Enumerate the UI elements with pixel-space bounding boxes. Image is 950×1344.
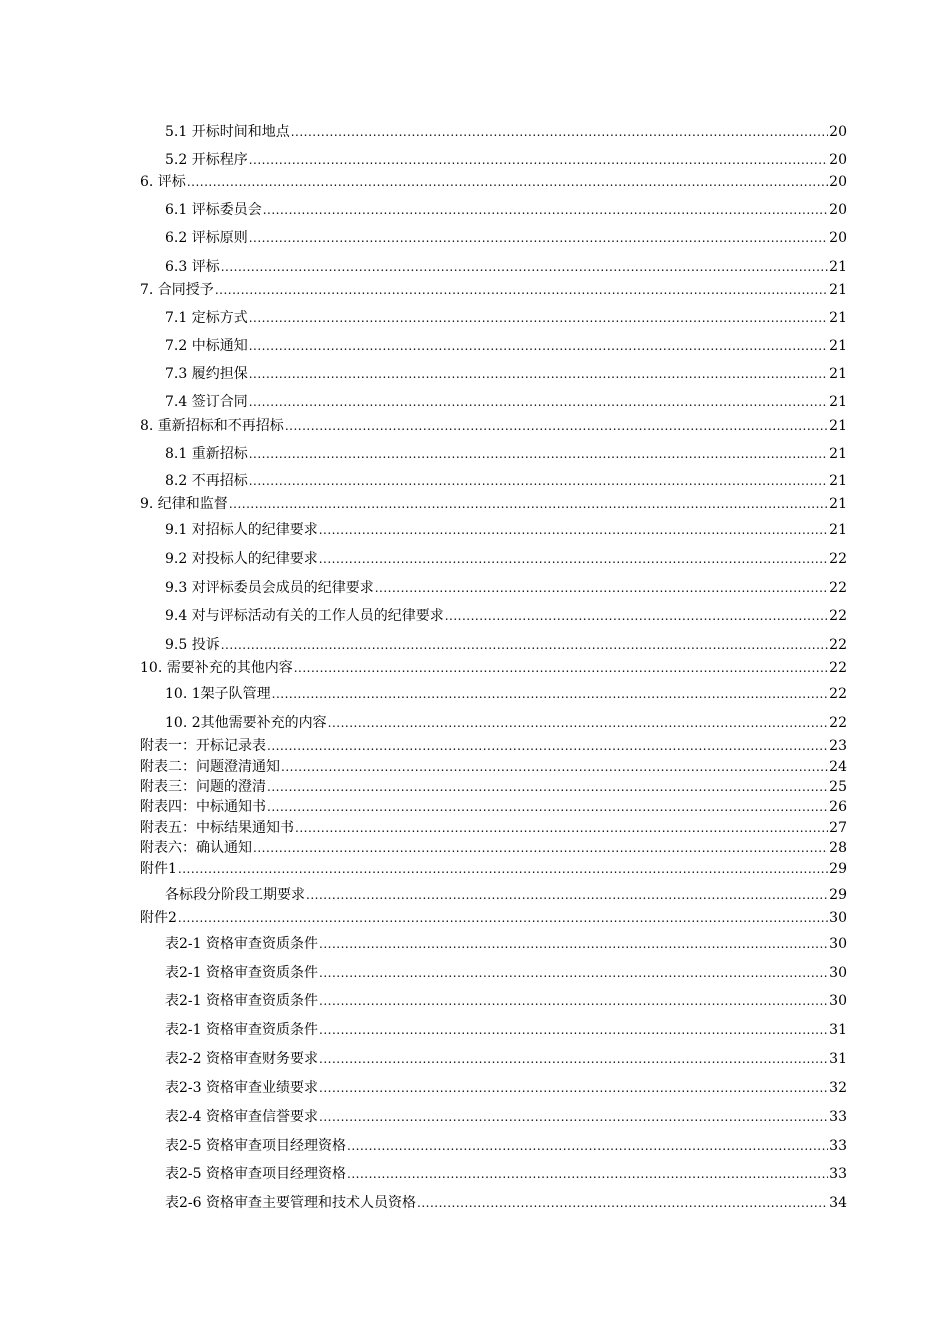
toc-entry-title: 7.3 履约担保: [165, 366, 248, 382]
toc-dot-leader: [328, 715, 829, 731]
toc-entry-page-number: 34: [829, 1195, 847, 1211]
toc-entry-title: 附表三：问题的澄清: [140, 779, 266, 795]
toc-entry[interactable]: [140, 738, 847, 754]
toc-entry-page-number: 21: [829, 473, 847, 489]
toc-entry[interactable]: [140, 799, 847, 815]
toc-entry-page-number: 21: [829, 310, 847, 326]
toc-entry-page-number: 21: [829, 394, 847, 410]
toc-entry-title: 6.2 评标原则: [165, 230, 248, 246]
toc-entry-title: 7.4 签订合同: [165, 394, 248, 410]
toc-dot-leader: [306, 887, 828, 903]
toc-entry-title: 5.1 开标时间和地点: [165, 124, 290, 140]
toc-entry-title: 9. 纪律和监督: [140, 496, 228, 512]
toc-entry-title: 9.4 对与评标活动有关的工作人员的纪律要求: [165, 608, 444, 624]
toc-entry-page-number: 31: [829, 1051, 847, 1067]
toc-entry-title: 表2-5 资格审查项目经理资格: [165, 1166, 346, 1182]
toc-entry[interactable]: [140, 1166, 847, 1182]
toc-entry-title: 表2-6 资格审查主要管理和技术人员资格: [165, 1195, 416, 1211]
toc-entry-title: 10. 需要补充的其他内容: [140, 660, 293, 676]
toc-entry-page-number: 22: [829, 608, 847, 624]
toc-entry[interactable]: [140, 1109, 847, 1125]
toc-entry[interactable]: [140, 259, 847, 275]
toc-entry-title: 9.5 投诉: [165, 637, 220, 653]
toc-entry-title: 8.2 不再招标: [165, 473, 248, 489]
toc-entry-page-number: 24: [829, 759, 847, 775]
toc-dot-leader: [178, 910, 828, 926]
toc-entry-page-number: 20: [829, 124, 847, 140]
toc-dot-leader: [291, 124, 828, 140]
toc-entry-title: 5.2 开标程序: [165, 152, 248, 168]
toc-entry-page-number: 27: [829, 820, 847, 836]
toc-entry-title: 7.2 中标通知: [165, 338, 248, 354]
toc-entry[interactable]: [140, 1080, 847, 1096]
toc-entry-page-number: 22: [829, 551, 847, 567]
toc-dot-leader: [445, 608, 828, 624]
toc-entry[interactable]: [140, 887, 847, 903]
toc-dot-leader: [347, 1138, 828, 1154]
toc-entry-title: 表2-3 资格审查业绩要求: [165, 1080, 318, 1096]
toc-entry[interactable]: [140, 759, 847, 775]
toc-entry-page-number: 21: [829, 446, 847, 462]
toc-entry[interactable]: [140, 840, 847, 856]
toc-dot-leader: [249, 310, 828, 326]
toc-entry[interactable]: [140, 446, 847, 462]
toc-entry[interactable]: [140, 580, 847, 596]
toc-entry-page-number: 20: [829, 230, 847, 246]
toc-entry-title: 8.1 重新招标: [165, 446, 248, 462]
toc-entry-page-number: 20: [829, 202, 847, 218]
toc-dot-leader: [267, 799, 828, 815]
toc-entry[interactable]: [140, 715, 847, 731]
toc-entry[interactable]: [140, 418, 847, 434]
toc-entry-title: 附件1: [140, 861, 177, 877]
toc-entry-page-number: 22: [829, 686, 847, 702]
toc-entry-page-number: 21: [829, 338, 847, 354]
toc-entry-title: 8. 重新招标和不再招标: [140, 418, 284, 434]
toc-dot-leader: [267, 738, 828, 754]
toc-entry-title: 9.3 对评标委员会成员的纪律要求: [165, 580, 374, 596]
toc-dot-leader: [347, 1166, 828, 1182]
toc-entry-title: 表2-2 资格审查财务要求: [165, 1051, 318, 1067]
toc-entry[interactable]: [140, 936, 847, 952]
toc-entry-page-number: 33: [829, 1166, 847, 1182]
toc-entry-title: 表2-4 资格审查信誉要求: [165, 1109, 318, 1125]
toc-entry-title: 6. 评标: [140, 174, 186, 190]
toc-dot-leader: [215, 282, 828, 298]
toc-dot-leader: [249, 473, 828, 489]
toc-entry-page-number: 22: [829, 715, 847, 731]
toc-entry-page-number: 21: [829, 522, 847, 538]
toc-dot-leader: [221, 637, 828, 653]
toc-dot-leader: [249, 338, 828, 354]
toc-entry-title: 表2-1 资格审查资质条件: [165, 1022, 318, 1038]
toc-entry-page-number: 28: [829, 840, 847, 856]
toc-dot-leader: [249, 446, 828, 462]
toc-dot-leader: [178, 861, 828, 877]
toc-dot-leader: [417, 1195, 828, 1211]
toc-entry[interactable]: [140, 608, 847, 624]
toc-entry[interactable]: [140, 1138, 847, 1154]
toc-entry[interactable]: [140, 820, 847, 836]
toc-dot-leader: [221, 259, 828, 275]
toc-entry-page-number: 33: [829, 1138, 847, 1154]
toc-entry-title: 9.1 对招标人的纪律要求: [165, 522, 318, 538]
toc-entry-page-number: 22: [829, 660, 847, 676]
toc-entry-title: 表2-5 资格审查项目经理资格: [165, 1138, 346, 1154]
toc-dot-leader: [295, 820, 828, 836]
toc-entry-title: 附表一：开标记录表: [140, 738, 266, 754]
toc-entry-title: 10. 2其他需要补充的内容: [165, 715, 327, 731]
toc-entry-page-number: 30: [829, 936, 847, 952]
toc-entry[interactable]: [140, 174, 847, 190]
toc-entry[interactable]: [140, 993, 847, 1009]
toc-entry-page-number: 21: [829, 366, 847, 382]
toc-entry-page-number: 32: [829, 1080, 847, 1096]
toc-entry[interactable]: [140, 637, 847, 653]
toc-dot-leader: [319, 1109, 828, 1125]
toc-entry[interactable]: [140, 230, 847, 246]
toc-entry-page-number: 31: [829, 1022, 847, 1038]
toc-dot-leader: [294, 660, 828, 676]
toc-entry[interactable]: [140, 660, 847, 676]
toc-entry[interactable]: [140, 124, 847, 140]
toc-entry-page-number: 30: [829, 965, 847, 981]
toc-dot-leader: [229, 496, 828, 512]
toc-entry-title: 7.1 定标方式: [165, 310, 248, 326]
toc-entry-title: 表2-1 资格审查资质条件: [165, 965, 318, 981]
toc-entry-page-number: 21: [829, 418, 847, 434]
toc-entry-title: 6.1 评标委员会: [165, 202, 262, 218]
toc-entry[interactable]: [140, 522, 847, 538]
toc-entry-title: 附表六：确认通知: [140, 840, 252, 856]
toc-entry-page-number: 26: [829, 799, 847, 815]
toc-dot-leader: [249, 394, 828, 410]
toc-entry[interactable]: [140, 394, 847, 410]
toc-dot-leader: [263, 202, 828, 218]
toc-entry-page-number: 22: [829, 637, 847, 653]
toc-entry[interactable]: [140, 686, 847, 702]
toc-entry-page-number: 23: [829, 738, 847, 754]
toc-entry-page-number: 21: [829, 259, 847, 275]
toc-entry[interactable]: [140, 861, 847, 877]
toc-entry[interactable]: [140, 496, 847, 512]
toc-entry-page-number: 25: [829, 779, 847, 795]
toc-entry-page-number: 33: [829, 1109, 847, 1125]
toc-dot-leader: [319, 1022, 828, 1038]
toc-entry[interactable]: [140, 152, 847, 168]
toc-dot-leader: [249, 152, 828, 168]
toc-entry-title: 10. 1架子队管理: [165, 686, 271, 702]
toc-entry[interactable]: [140, 965, 847, 981]
toc-entry[interactable]: [140, 551, 847, 567]
toc-dot-leader: [319, 1080, 828, 1096]
toc-dot-leader: [272, 686, 829, 702]
toc-dot-leader: [253, 840, 828, 856]
toc-entry-page-number: 20: [829, 152, 847, 168]
toc-dot-leader: [267, 779, 828, 795]
toc-entry-title: 6.3 评标: [165, 259, 220, 275]
toc-entry[interactable]: [140, 366, 847, 382]
toc-entry-title: 7. 合同授予: [140, 282, 214, 298]
toc-entry-page-number: 21: [829, 496, 847, 512]
toc-entry-title: 附件2: [140, 910, 177, 926]
toc-dot-leader: [319, 936, 828, 952]
toc-entry-title: 附表五：中标结果通知书: [140, 820, 294, 836]
toc-entry-title: 表2-1 资格审查资质条件: [165, 936, 318, 952]
toc-entry[interactable]: [140, 473, 847, 489]
toc-dot-leader: [375, 580, 828, 596]
toc-entry-page-number: 21: [829, 282, 847, 298]
toc-entry-title: 附表四：中标通知书: [140, 799, 266, 815]
toc-entry-page-number: 30: [829, 910, 847, 926]
toc-dot-leader: [249, 230, 828, 246]
toc-entry-page-number: 20: [829, 174, 847, 190]
toc-entry-page-number: 30: [829, 993, 847, 1009]
toc-dot-leader: [319, 1051, 828, 1067]
toc-entry[interactable]: [140, 1195, 847, 1211]
toc-entry-title: 表2-1 资格审查资质条件: [165, 993, 318, 1009]
toc-entry[interactable]: [140, 1051, 847, 1067]
toc-entry[interactable]: [140, 338, 847, 354]
toc-dot-leader: [319, 522, 828, 538]
toc-entry[interactable]: [140, 282, 847, 298]
toc-entry[interactable]: [140, 779, 847, 795]
toc-entry-page-number: 29: [829, 887, 847, 903]
toc-entry-title: 9.2 对投标人的纪律要求: [165, 551, 318, 567]
toc-dot-leader: [319, 551, 828, 567]
toc-dot-leader: [281, 759, 828, 775]
toc-dot-leader: [319, 965, 828, 981]
toc-dot-leader: [285, 418, 828, 434]
toc-entry[interactable]: [140, 1022, 847, 1038]
toc-dot-leader: [319, 993, 828, 1009]
toc-dot-leader: [249, 366, 828, 382]
toc-entry[interactable]: [140, 202, 847, 218]
toc-entry-page-number: 29: [829, 861, 847, 877]
toc-entry[interactable]: [140, 910, 847, 926]
toc-entry-title: 附表二：问题澄清通知: [140, 759, 280, 775]
toc-entry-page-number: 22: [829, 580, 847, 596]
toc-entry-title: 各标段分阶段工期要求: [165, 887, 305, 903]
toc-entry[interactable]: [140, 310, 847, 326]
toc-dot-leader: [187, 174, 828, 190]
